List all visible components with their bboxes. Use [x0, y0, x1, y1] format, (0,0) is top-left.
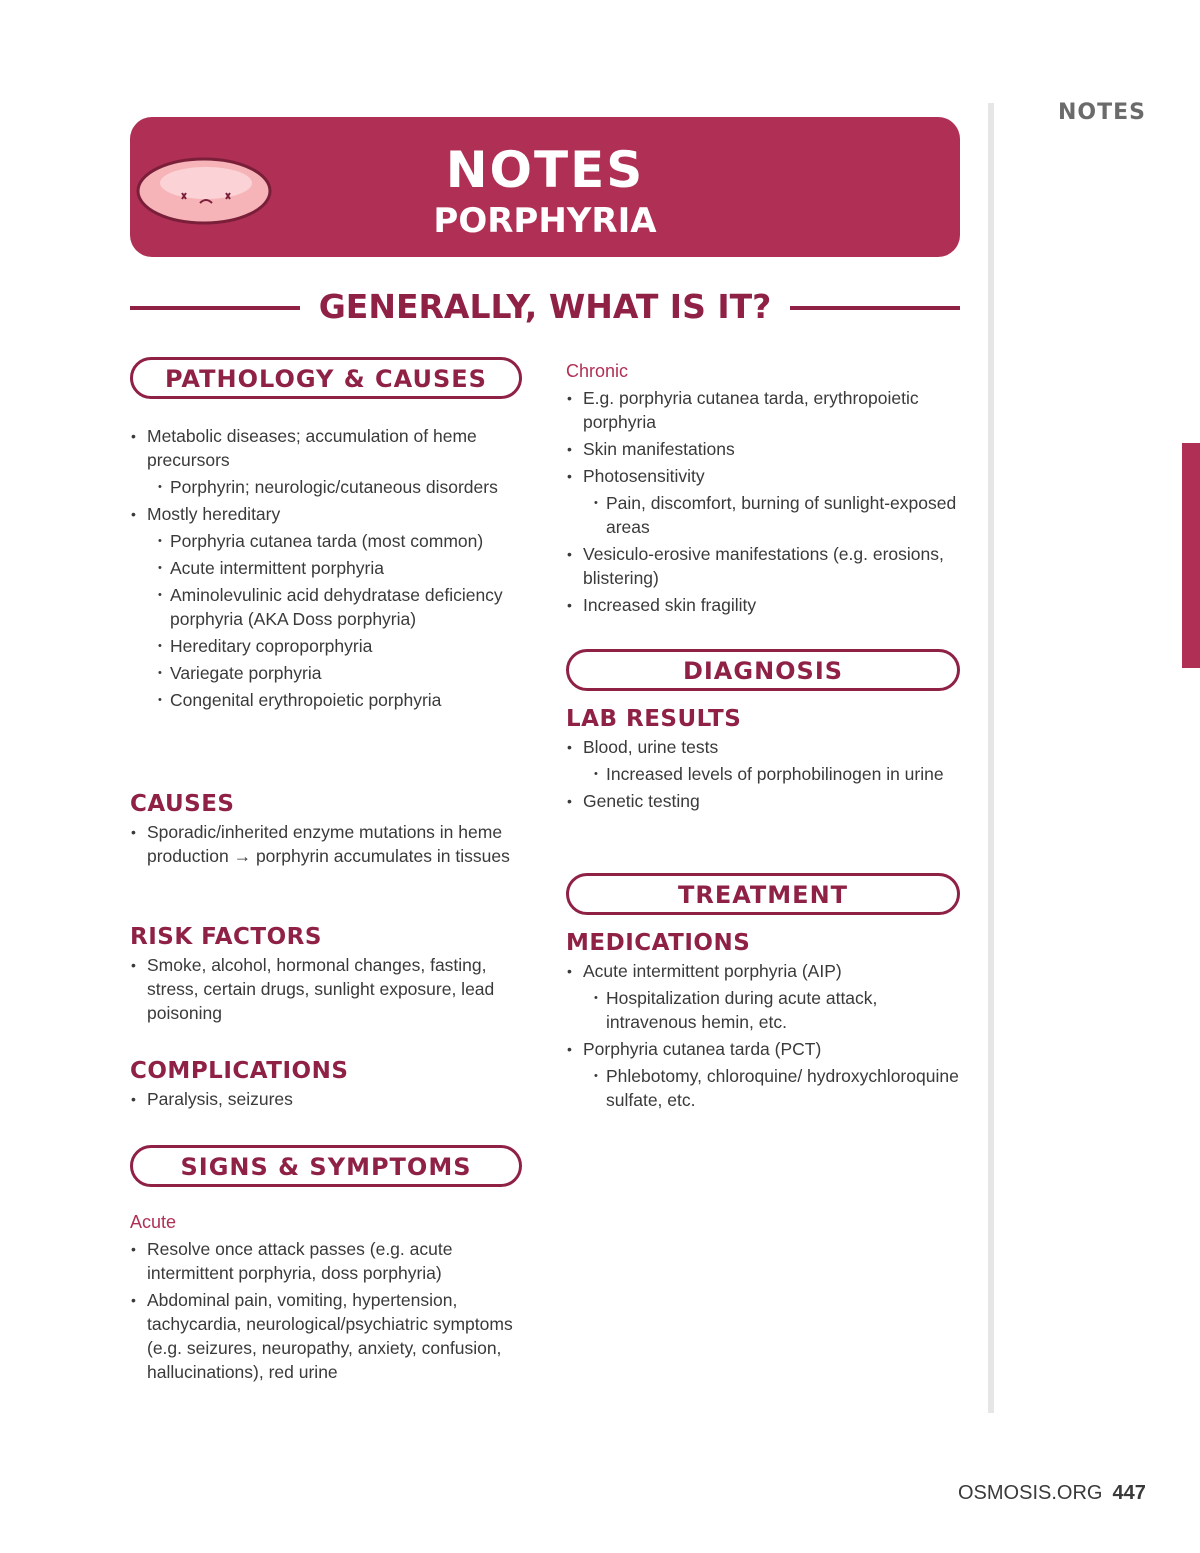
list-item: • Hospitalization during acute attack, intravenous hemin, etc. — [594, 986, 961, 1034]
chronic-block — [566, 359, 961, 620]
list-item: • Increased levels of porphobilinogen in urine — [594, 762, 961, 786]
list-item: • Resolve once attack passes (e.g. acute intermittent porphyria, doss porphyria) — [130, 1237, 525, 1285]
medications-block — [566, 931, 961, 1115]
list-item: • Hereditary coproporphyria — [158, 634, 525, 658]
signs-heading: SIGNS & SYMPTOMS — [130, 1145, 522, 1187]
complications-list — [130, 1087, 525, 1111]
banner-title: NOTES — [445, 141, 645, 199]
list-item: • Paralysis, seizures — [130, 1087, 525, 1111]
list-item: • Skin manifestations — [566, 437, 961, 461]
list-item: • Metabolic diseases; accumulation of heme precursors — [130, 424, 525, 472]
complications-heading: COMPLICATIONS — [130, 1058, 349, 1084]
treatment-heading: TREATMENT — [566, 873, 960, 915]
list-item: • Genetic testing — [566, 789, 961, 813]
medications-heading: MEDICATIONS — [566, 930, 751, 956]
list-item: • Congenital erythropoietic porphyria — [158, 688, 525, 712]
list-item: • Pain, discomfort, burning of sunlight-exposed areas — [594, 491, 961, 539]
list-item: • Variegate porphyria — [158, 661, 525, 685]
pathology-heading: PATHOLOGY & CAUSES — [130, 357, 522, 399]
list-item: • Mostly hereditary — [130, 502, 525, 526]
footer-site: OSMOSIS.ORG — [958, 1482, 1103, 1504]
risk-factors-block — [130, 925, 525, 1028]
risk-factors-list — [130, 953, 525, 1025]
list-item: • Porphyria cutanea tarda (PCT) — [566, 1037, 961, 1061]
section-title: GENERALLY, WHAT IS IT? — [318, 287, 772, 326]
list-item: • Acute intermittent porphyria — [158, 556, 525, 580]
list-item: • Aminolevulinic acid dehydratase deficiency porphyria (AKA Doss porphyria) — [158, 583, 525, 631]
page-number: 447 — [1112, 1482, 1146, 1504]
causes-heading: CAUSES — [130, 791, 235, 817]
risk-factors-heading: RISK FACTORS — [130, 924, 322, 950]
side-notes-label: NOTES — [1058, 100, 1146, 125]
section-rule-right — [790, 306, 960, 310]
pathology-list — [130, 424, 525, 712]
list-item: • Vesiculo-erosive manifestations (e.g. erosions, blistering) — [566, 542, 961, 590]
list-item: • Increased skin fragility — [566, 593, 961, 617]
list-item: • Photosensitivity — [566, 464, 961, 488]
lab-results-heading: LAB RESULTS — [566, 706, 742, 732]
title-banner — [130, 117, 960, 257]
acute-list — [130, 1237, 525, 1384]
list-item: • Porphyria cutanea tarda (most common) — [158, 529, 525, 553]
complications-block — [130, 1059, 525, 1114]
causes-block — [130, 792, 525, 871]
chronic-list — [566, 386, 961, 617]
banner-subtitle: PORPHYRIA — [433, 201, 657, 241]
list-item: • Phlebotomy, chloroquine/ hydroxychloroquine sulfate, etc. — [594, 1064, 961, 1112]
lab-results-block — [566, 707, 961, 816]
list-item: • E.g. porphyria cutanea tarda, erythropoietic porphyria — [566, 386, 961, 434]
diagnosis-heading: DIAGNOSIS — [566, 649, 960, 691]
list-item: • Porphyrin; neurologic/cutaneous disorders — [158, 475, 525, 499]
causes-list — [130, 820, 525, 868]
section-tab-marker — [1182, 443, 1200, 668]
list-item: • Blood, urine tests — [566, 735, 961, 759]
list-item: • Sporadic/inherited enzyme mutations in heme production → porphyrin accumulates in tissues — [130, 820, 525, 868]
acute-block — [130, 1210, 525, 1387]
pathology-list-block — [130, 424, 525, 715]
medications-list — [566, 959, 961, 1112]
lab-results-list — [566, 735, 961, 813]
acute-label: Acute — [130, 1212, 177, 1232]
vertical-divider — [988, 103, 994, 1413]
list-item: • Abdominal pain, vomiting, hypertension, tachycardia, neurological/psychiatric symptoms (e.g. seizures, neuropathy, anxiety, confusion, hallucinations), red urine — [130, 1288, 525, 1384]
page-footer — [958, 1482, 1146, 1505]
list-item: • Acute intermittent porphyria (AIP) — [566, 959, 961, 983]
list-item: • Smoke, alcohol, hormonal changes, fasting, stress, certain drugs, sunlight exposure, lead poisoning — [130, 953, 525, 1025]
chronic-label: Chronic — [566, 361, 629, 381]
